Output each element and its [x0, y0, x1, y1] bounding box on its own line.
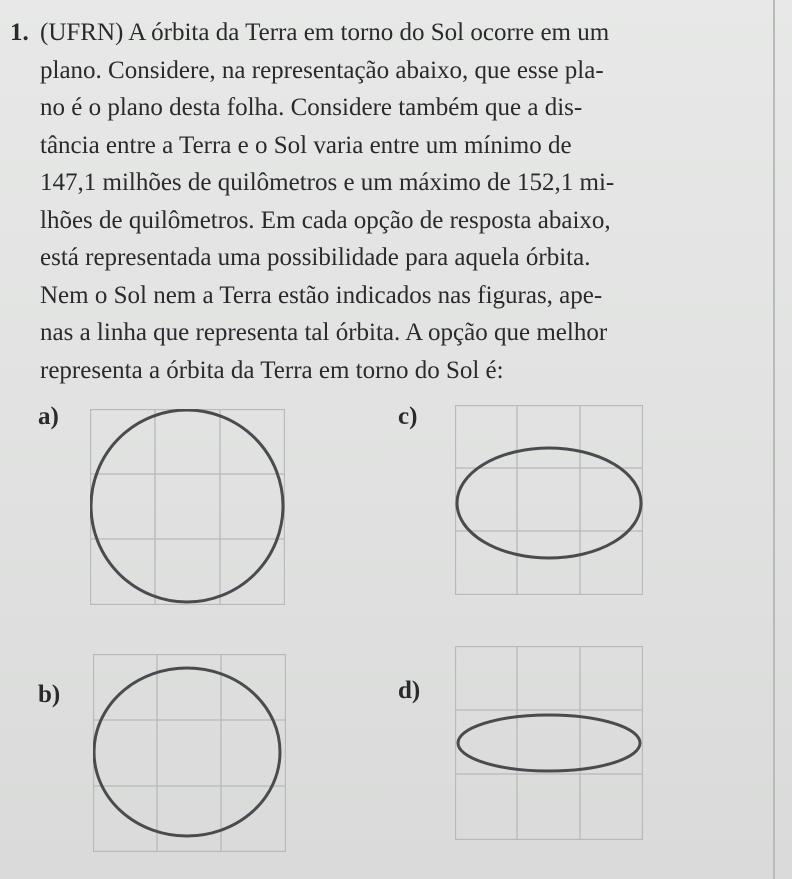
question-line-2: plano. Considere, na representação abaixo, que esse pla- [40, 56, 604, 84]
question-line-9: nas a linha que representa tal órbita. A opção que melhor [40, 319, 608, 346]
question-line-6: lhões de quilômetros. Em cada opção de resposta abaixo, [40, 206, 611, 234]
question-line-7: está representada uma possibilidade para aquela órbita. [40, 244, 591, 271]
page-margin-line [773, 0, 775, 879]
orbit-line-c [457, 448, 641, 558]
question-number: 1. [10, 19, 29, 46]
question-line-5: 147,1 milhões de quilômetros e um máximo de 152,1 mi- [40, 169, 615, 196]
option-c-figure [455, 405, 643, 595]
option-a-label: a) [38, 403, 59, 430]
option-b-figure [93, 654, 286, 852]
orbit-line-d [458, 715, 640, 771]
question-line-4: tância entre a Terra e o Sol varia entre um mínimo de [40, 131, 572, 159]
question-line-10: representa a órbita da Terra em torno do Sol é: [40, 356, 504, 384]
orbit-line-b [94, 668, 280, 836]
option-d-label: d) [398, 677, 421, 704]
option-b-label: b) [38, 681, 61, 708]
option-d-figure [455, 646, 643, 840]
option-c-label: c) [398, 403, 418, 430]
question-line-3: no é o plano desta folha. Considere também que a dis- [40, 94, 583, 121]
orbit-line-a [91, 410, 283, 602]
question-line-8: Nem o Sol nem a Terra estão indicados nas figuras, ape- [40, 281, 603, 309]
question-line-1: (UFRN) A órbita da Terra em torno do Sol ocorre em um [40, 19, 610, 46]
option-a-figure [90, 409, 285, 605]
